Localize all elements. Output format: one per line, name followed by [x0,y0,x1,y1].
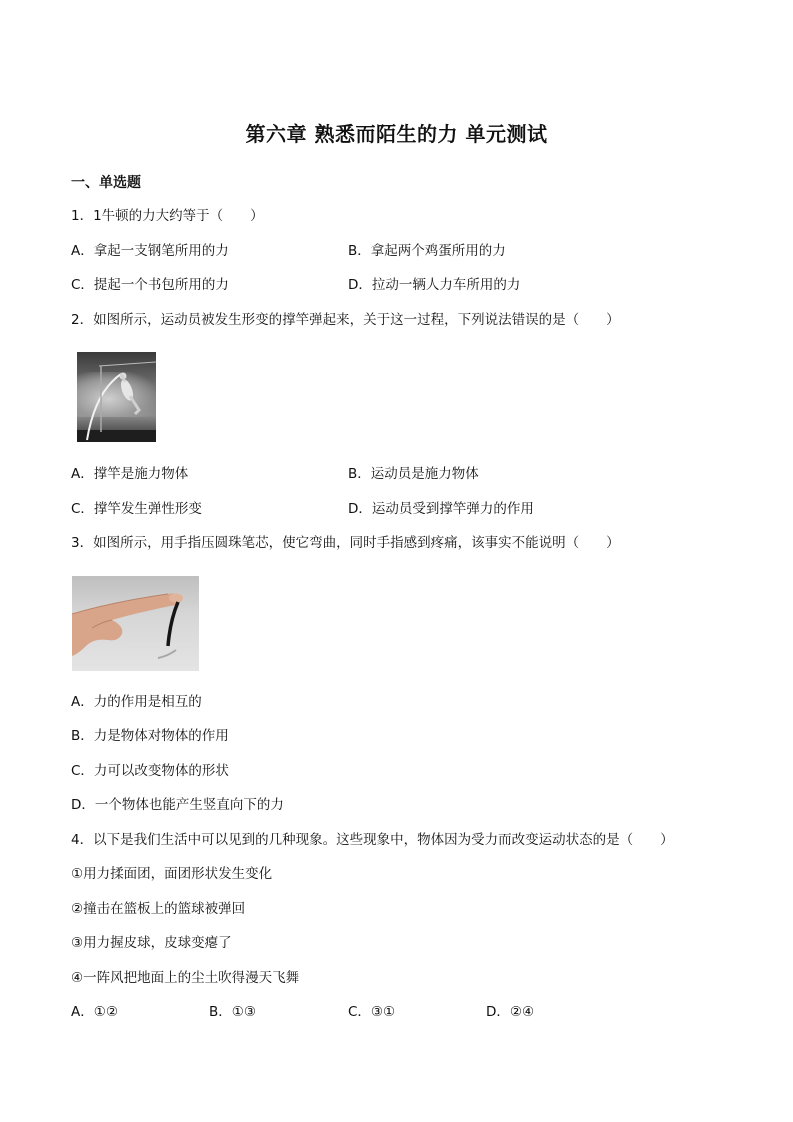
question-2-option-c[interactable]: C．撑竿发生弹性形变 [71,501,202,517]
question-4-option-c[interactable]: C．③① [348,1004,396,1020]
question-3-option-b[interactable]: B．力是物体对物体的作用 [71,728,229,744]
question-4-item-1: ①用力揉面团，面团形状发生变化 [71,866,273,882]
section-heading: 一、单选题 [71,175,141,191]
question-4-option-a[interactable]: A．①② [71,1004,118,1020]
question-1-option-c[interactable]: C．提起一个书包所用的力 [71,277,229,293]
question-2-stem: 2．如图所示，运动员被发生形变的撑竿弹起来，关于这一过程，下列说法错误的是（ ） [71,312,620,328]
question-1-option-b[interactable]: B．拿起两个鸡蛋所用的力 [348,243,506,259]
question-4-stem: 4．以下是我们生活中可以见到的几种现象。这些现象中，物体因为受力而改变运动状态的是（ ） [71,832,674,848]
question-3-stem: 3．如图所示，用手指压圆珠笔芯，使它弯曲，同时手指感到疼痛，该事实不能说明（ ） [71,535,620,551]
question-3-option-d[interactable]: D．一个物体也能产生竖直向下的力 [71,797,284,813]
question-4-item-4: ④一阵风把地面上的尘土吹得漫天飞舞 [71,970,300,986]
question-1-option-a[interactable]: A．拿起一支钢笔所用的力 [71,243,229,259]
question-2-option-b[interactable]: B．运动员是施力物体 [348,466,479,482]
question-1-stem: 1．1牛顿的力大约等于（ ） [71,208,264,224]
question-4-item-3: ③用力握皮球，皮球变瘪了 [71,935,232,951]
finger-pen-image [72,576,199,671]
question-4-option-b[interactable]: B．①③ [209,1004,256,1020]
question-3-option-a[interactable]: A．力的作用是相互的 [71,694,202,710]
question-1-option-d[interactable]: D．拉动一辆人力车所用的力 [348,277,521,293]
question-3-option-c[interactable]: C．力可以改变物体的形状 [71,763,229,779]
pole-vault-image [77,352,156,442]
question-2-option-a[interactable]: A．撑竿是施力物体 [71,466,189,482]
page-title: 第六章 熟悉而陌生的力 单元测试 [245,122,548,146]
question-4-item-2: ②撞击在篮板上的篮球被弹回 [71,901,246,917]
question-4-option-d[interactable]: D．②④ [486,1004,535,1020]
question-2-option-d[interactable]: D．运动员受到撑竿弹力的作用 [348,501,534,517]
